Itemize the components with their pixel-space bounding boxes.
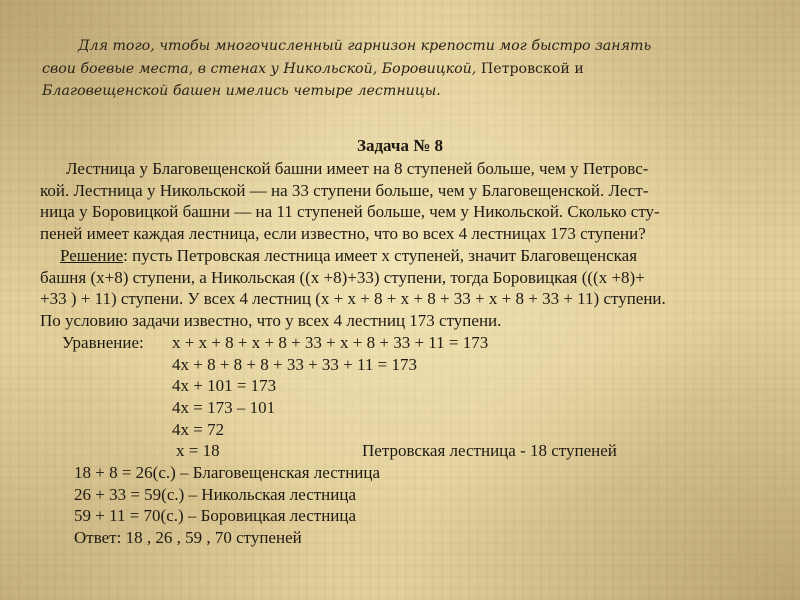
problem-line-2: кой. Лестница у Никольской — на 33 ступени больше, чем у Благовещенской. Лест- (40, 180, 649, 200)
intro-line-2 (42, 58, 732, 81)
solution-line-1-rest: : пусть Петровская лестница имеет x ступеней, значит Благовещенская (123, 245, 638, 265)
solution-line-3: +33 ) + 11) ступени. У всех 4 лестниц (x + x + 8 + x + 8 + 33 + x + 8 + 33 + 11) ступени. (40, 289, 666, 309)
final-answer: Ответ: 18 , 26 , 59 , 70 ступеней (74, 528, 302, 548)
equation-block (40, 332, 760, 462)
equation-result: x = 18 (176, 441, 220, 461)
intro-line-2-italic: свои боевые места, в стенах у Никольской, Боровицкой, (42, 60, 477, 77)
problem-line-1: Лестница у Благовещенской башни имеет на 8 ступеней больше, чем у Петровс- (66, 159, 649, 178)
equation-step: 4x + 8 + 8 + 8 + 33 + 33 + 11 = 173 (172, 354, 417, 374)
equation-step: 4x = 72 (172, 419, 225, 439)
equation-step: x + x + 8 + x + 8 + 33 + x + 8 + 33 + 11 = 173 (172, 333, 489, 352)
equation-row (40, 397, 760, 419)
intro-line-1: Для того, чтобы многочисленный гарнизон крепости мог быстро занять (78, 38, 652, 54)
answer-line: 26 + 33 = 59(с.) – Никольская лестница (74, 484, 357, 504)
solution-line-1 (40, 245, 760, 267)
intro-paragraph (42, 35, 732, 103)
solution-line-2: башня (x+8) ступени, а Никольская ((x +8)+33) ступени, тогда Боровицкая (((x +8)+ (40, 267, 645, 287)
solution-label: Решение (60, 245, 124, 265)
solution-line-4: По условию задачи известно, что у всех 4 лестниц 173 ступени. (40, 310, 502, 330)
problem-title: Задача № 8 (356, 136, 444, 155)
equation-row (40, 440, 760, 462)
answer-line: 18 + 8 = 26(с.) – Благовещенская лестница (74, 463, 381, 482)
equation-row (40, 354, 760, 376)
problem-line-4: пеней имеет каждая лестница, если известно, что во всех 4 лестницах 173 ступени? (40, 224, 646, 244)
problem-text (40, 158, 760, 332)
equation-step: 4x + 101 = 173 (172, 376, 277, 396)
answer-line: 59 + 11 = 70(с.) – Боровицкая лестница (74, 506, 357, 526)
equation-row (40, 419, 760, 441)
intro-line-2-upright: Петровской и (476, 60, 584, 77)
equation-result-note: Петровская лестница - 18 ступеней (362, 441, 617, 461)
equation-row (40, 332, 760, 354)
answers-block (74, 462, 674, 549)
equation-row (40, 375, 760, 397)
intro-line-3: Благовещенской башен имелись четыре лестницы. (42, 83, 441, 99)
equation-label: Уравнение: (62, 333, 144, 352)
equation-step: 4x = 173 – 101 (172, 398, 276, 418)
problem-line-3: ница у Боровицкой башни — на 11 ступеней больше, чем у Никольской. Сколько сту- (40, 202, 660, 222)
